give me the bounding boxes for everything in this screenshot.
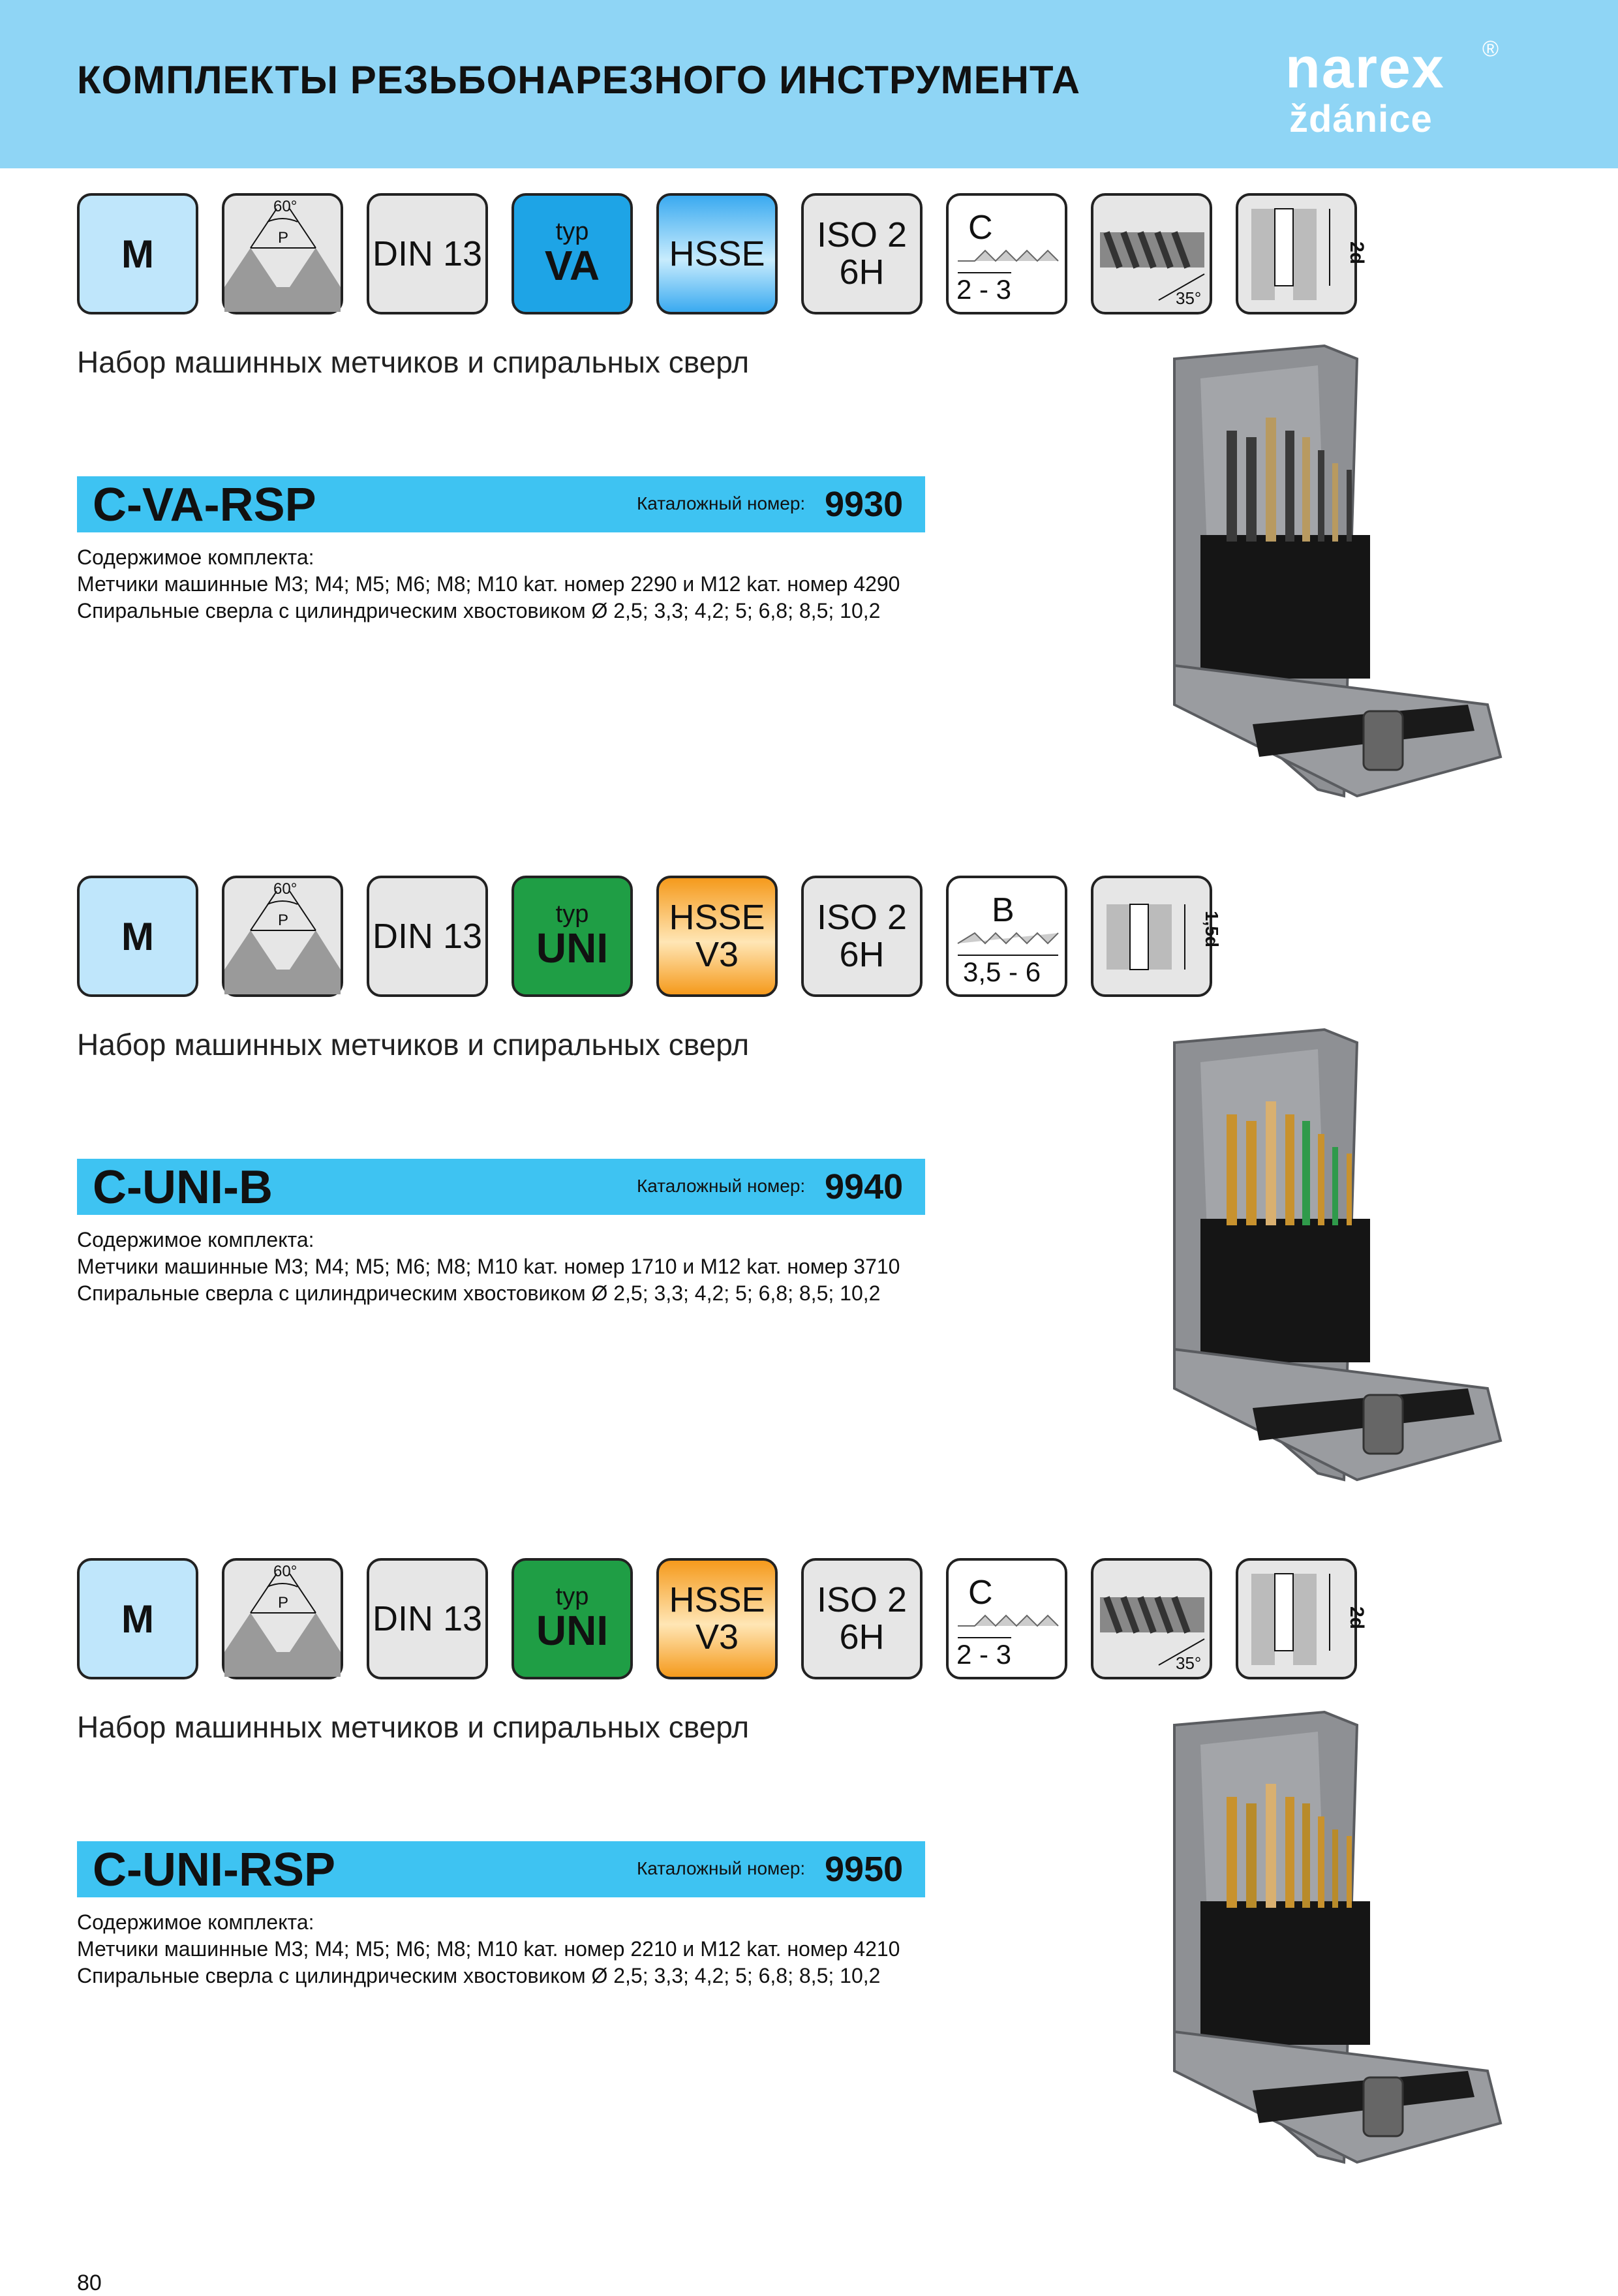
typ-label: typ xyxy=(555,1583,589,1611)
hole-depth-icon xyxy=(1236,193,1367,314)
tolerance-icon xyxy=(801,193,923,314)
contents-taps: Метчики машинные M3; M4; M5; M6; M8; M10 kат. номер 1710 и M12 kат. номер 3710 xyxy=(77,1255,900,1278)
metric-label: M xyxy=(121,232,154,276)
type-icon xyxy=(511,1558,633,1679)
din-standard-icon xyxy=(367,1558,488,1679)
depth-label: 2d xyxy=(1346,241,1367,265)
tool-set-case-image xyxy=(1161,1023,1514,1480)
product-code: C-VA-RSP xyxy=(93,479,316,531)
tolerance-icon xyxy=(801,876,923,997)
chamfer-range: 2 - 3 xyxy=(956,1639,1012,1670)
pitch-label: P xyxy=(278,229,289,247)
contents-drills: Спиральные сверла с цилиндрическим хвостовиком Ø 2,5; 3,3; 4,2; 5; 6,8; 8,5; 10,2 xyxy=(77,1964,881,1987)
din-standard-icon xyxy=(367,876,488,997)
type-label: VA xyxy=(544,242,600,290)
contents-title: Содержимое комплекта: xyxy=(77,1228,314,1251)
angle-label: 60° xyxy=(273,1563,298,1580)
product-bar xyxy=(77,476,925,532)
contents-title: Содержимое комплекта: xyxy=(77,1910,314,1934)
chamfer-icon xyxy=(946,1558,1067,1679)
depth-label: 2d xyxy=(1346,1606,1367,1630)
tolerance-field: 6H xyxy=(839,935,885,974)
pitch-label: P xyxy=(278,1594,289,1612)
catalog-label: Каталожный номер: xyxy=(637,1176,806,1196)
tolerance-field: 6H xyxy=(839,253,885,292)
contents-taps: Метчики машинные M3; M4; M5; M6; M8; M10 kат. номер 2210 и M12 kат. номер 4210 xyxy=(77,1937,900,1961)
set-contents xyxy=(77,1227,900,1307)
logo-registered: ® xyxy=(1482,37,1499,61)
material-grade: V3 xyxy=(695,1617,739,1657)
narex-logo xyxy=(1285,35,1499,150)
din-label: DIN 13 xyxy=(372,1599,483,1638)
chamfer-form: C xyxy=(968,209,993,247)
spiral-flute-icon xyxy=(1091,193,1212,314)
material-icon xyxy=(656,1558,778,1679)
contents-taps: Метчики машинные M3; M4; M5; M6; M8; M10 kат. номер 2290 и M12 kат. номер 4290 xyxy=(77,572,900,596)
type-label: UNI xyxy=(536,925,609,972)
tool-set-case-image xyxy=(1161,1706,1514,2162)
din-label: DIN 13 xyxy=(372,916,483,956)
angle-label: 60° xyxy=(273,198,298,215)
chamfer-form: C xyxy=(968,1574,993,1612)
helix-angle: 35° xyxy=(1176,288,1202,308)
contents-drills: Спиральные сверла с цилиндрическим хвостовиком Ø 2,5; 3,3; 4,2; 5; 6,8; 8,5; 10,2 xyxy=(77,599,881,622)
material-grade: V3 xyxy=(695,935,739,974)
type-icon xyxy=(511,193,633,314)
thread-profile-icon xyxy=(222,193,343,314)
metric-label: M xyxy=(121,1597,154,1641)
set-subtitle: Набор машинных метчиков и спиральных сверл xyxy=(77,1710,750,1744)
chamfer-range: 2 - 3 xyxy=(956,274,1012,305)
thread-profile-icon xyxy=(222,876,343,997)
spiral-flute-icon xyxy=(1091,1558,1212,1679)
catalog-number: 9940 xyxy=(825,1167,904,1206)
logo-line2: ždánice xyxy=(1289,98,1433,140)
page-number: 80 xyxy=(77,2271,102,2295)
material-label: HSSE xyxy=(669,234,765,273)
tool-set-case-image xyxy=(1161,339,1514,796)
hole-depth-icon xyxy=(1236,1558,1367,1679)
tolerance-class: ISO 2 xyxy=(816,898,908,938)
tolerance-field: 6H xyxy=(839,1617,885,1657)
type-label: UNI xyxy=(536,1607,609,1655)
page-header xyxy=(0,0,1618,168)
depth-label: 1,5d xyxy=(1202,911,1222,948)
set-subtitle: Набор машинных метчиков и спиральных сверл xyxy=(77,345,750,379)
set-contents xyxy=(77,1909,900,1989)
material-label: HSSE xyxy=(669,1580,765,1620)
set-subtitle: Набор машинных метчиков и спиральных сверл xyxy=(77,1028,750,1062)
tolerance-class: ISO 2 xyxy=(816,215,908,255)
product-code: C-UNI-B xyxy=(93,1161,273,1214)
tolerance-icon xyxy=(801,1558,923,1679)
catalog-label: Каталожный номер: xyxy=(637,1858,806,1878)
metric-thread-icon xyxy=(77,1558,198,1679)
product-bar xyxy=(77,1159,925,1215)
din-label: DIN 13 xyxy=(372,234,483,273)
thread-profile-icon xyxy=(222,1558,343,1679)
contents-drills: Спиральные сверла с цилиндрическим хвостовиком Ø 2,5; 3,3; 4,2; 5; 6,8; 8,5; 10,2 xyxy=(77,1281,881,1305)
chamfer-range: 3,5 - 6 xyxy=(963,957,1041,987)
helix-angle: 35° xyxy=(1176,1653,1202,1673)
product-bar xyxy=(77,1841,925,1897)
product-code: C-UNI-RSP xyxy=(93,1844,335,1896)
set-contents xyxy=(77,544,900,624)
type-icon xyxy=(511,876,633,997)
pitch-label: P xyxy=(278,911,289,929)
typ-label: typ xyxy=(555,900,589,928)
material-icon xyxy=(656,876,778,997)
chamfer-icon xyxy=(946,876,1067,997)
through-hole-icon xyxy=(1091,876,1222,997)
typ-label: typ xyxy=(555,218,589,246)
logo-line1: narex xyxy=(1285,35,1445,100)
chamfer-form: B xyxy=(992,891,1015,929)
metric-label: M xyxy=(121,914,154,958)
chamfer-icon xyxy=(946,193,1067,314)
metric-thread-icon xyxy=(77,193,198,314)
contents-title: Содержимое комплекта: xyxy=(77,545,314,569)
angle-label: 60° xyxy=(273,880,298,898)
din-standard-icon xyxy=(367,193,488,314)
page-title: КОМПЛЕКТЫ РЕЗЬБОНАРЕЗНОГО ИНСТРУМЕНТА xyxy=(77,58,1081,102)
metric-thread-icon xyxy=(77,876,198,997)
tolerance-class: ISO 2 xyxy=(816,1580,908,1620)
catalog-label: Каталожный номер: xyxy=(637,493,806,513)
material-icon xyxy=(656,193,778,314)
catalog-number: 9930 xyxy=(825,485,904,524)
catalog-number: 9950 xyxy=(825,1850,904,1889)
material-label: HSSE xyxy=(669,898,765,938)
